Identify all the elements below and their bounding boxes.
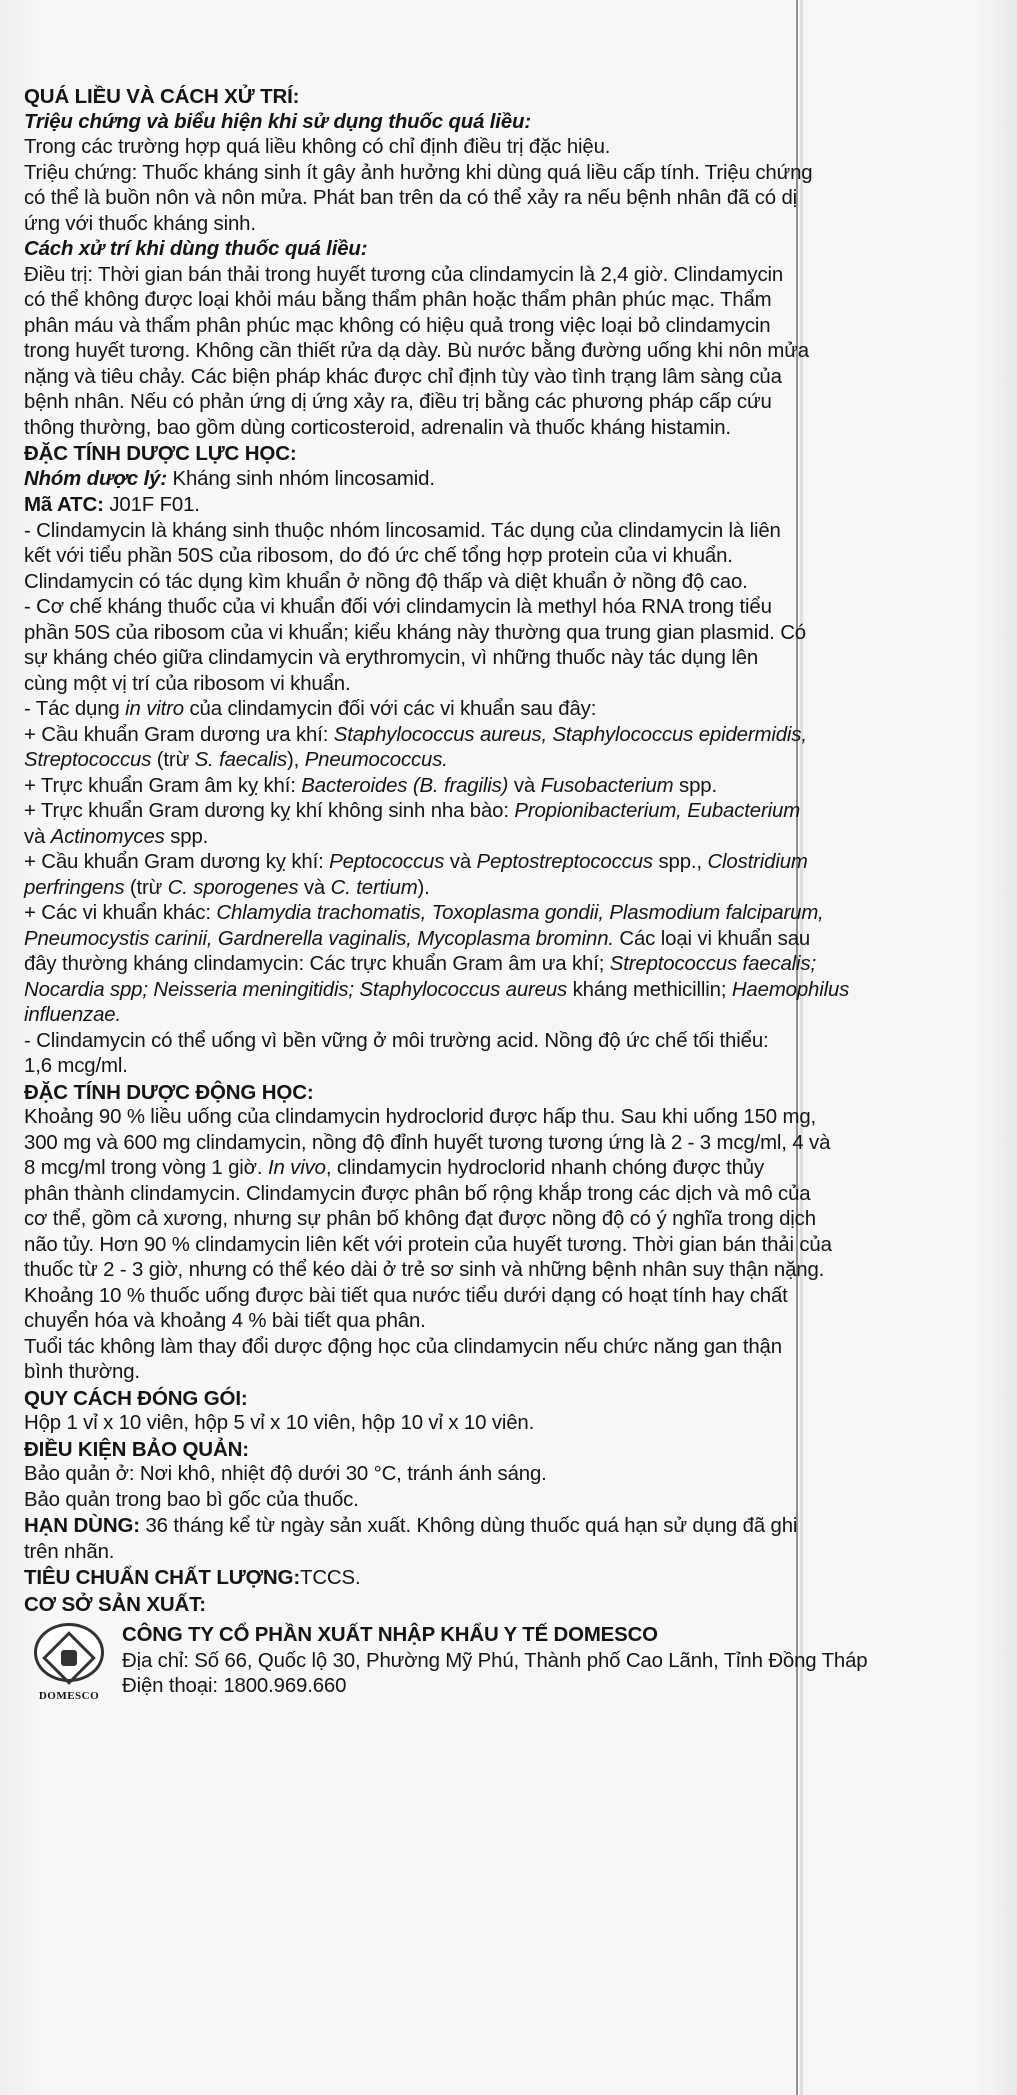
- logo-text: DOMESCO: [38, 1689, 100, 1702]
- pharmacologic-group: [24, 467, 999, 493]
- company-name: CÔNG TY CỔ PHẦN XUẤT NHẬP KHẨU Y TẾ DOMESCO: [122, 1624, 658, 1646]
- text-span: spp.,: [652, 851, 708, 873]
- pd-line: Clindamycin có tác dụng kìm khuẩn ở nồng độ thấp và diệt khuẩn ở nồng độ cao.: [24, 570, 748, 593]
- treatment-line: bệnh nhân. Nếu có phản ứng dị ứng xảy ra, điều trị bằng các phương pháp cấp cứu: [24, 391, 772, 413]
- pd-oral-line: - Clindamycin có thể uống vì bền vững ở môi trường acid. Nồng độ ức chế tối thiểu:: [24, 1029, 769, 1052]
- pharmacokinetics-heading: ĐẶC TÍNH DƯỢC ĐỘNG HỌC:: [24, 1080, 314, 1104]
- aerobic-gram-positive-line: [24, 748, 999, 774]
- symptoms-line: có thể là buồn nôn và nôn mửa. Phát ban trên da có thể xảy ra nếu bệnh nhân đã có dị: [24, 187, 798, 209]
- italic-term: Bacteroides (B. fragilis): [301, 774, 509, 797]
- text-span: spp.: [164, 825, 209, 848]
- aerobic-gram-positive-line: [24, 723, 999, 749]
- standard-value: TCCS.: [300, 1567, 361, 1589]
- pk-line: cơ thể, gồm cả xương, nhưng sự phân bố không đạt được nồng độ có ý nghĩa trong dịch: [24, 1208, 816, 1230]
- leaflet-content: [24, 84, 999, 1709]
- text-span: và: [508, 774, 541, 797]
- pd-line: - Cơ chế kháng thuốc của vi khuẩn đối với clindamycin là methyl hóa RNA trong tiểu: [24, 596, 772, 618]
- treatment-subheading: Cách xử trí khi dùng thuốc quá liều:: [24, 238, 368, 260]
- domesco-logo: [26, 1623, 112, 1709]
- text-span: + Các vi khuẩn khác:: [24, 902, 217, 924]
- text-span: và: [24, 825, 51, 848]
- text-span: và: [444, 851, 477, 873]
- italic-term: Streptococcus: [24, 749, 152, 771]
- packaging-heading: QUY CÁCH ĐÓNG GÓI:: [24, 1386, 248, 1410]
- invitro-line: [24, 697, 999, 723]
- atc-value: J01F F01.: [103, 494, 200, 516]
- group-value: Kháng sinh nhóm lincosamid.: [167, 467, 435, 490]
- pk-line: thuốc từ 2 - 3 giờ, nhưng có thể kéo dài ở trẻ sơ sinh và những bệnh nhân suy thận nặng.: [24, 1259, 825, 1281]
- text-span: - Tác dụng: [24, 698, 126, 720]
- italic-term: Nocardia spp; Neisseria meningitidis; Staphylococcus aureus: [24, 978, 568, 1001]
- anaerobic-gram-positive-cocci-line: [24, 876, 999, 902]
- anaerobic-gram-negative-line: [24, 774, 999, 800]
- pk-line: Khoảng 10 % thuốc uống được bài tiết qua nước tiểu dưới dạng có hoạt tính hay chất: [24, 1284, 788, 1307]
- italic-term: In vivo: [267, 1157, 326, 1179]
- standard-label: TIÊU CHUẨN CHẤT LƯỢNG:: [24, 1566, 301, 1589]
- pk-line: 300 mg và 600 mg clindamycin, nồng độ đỉnh huyết tương tương ứng là 2 - 3 mcg/ml, 4 và: [24, 1131, 831, 1154]
- text-span: 8 mcg/ml trong vòng 1 giờ.: [24, 1157, 268, 1179]
- quality-standard: [24, 1565, 999, 1592]
- expiry-line: [24, 1513, 999, 1540]
- text-span: + Trực khuẩn Gram âm kỵ khí:: [24, 774, 302, 797]
- anaerobic-gram-positive-cocci-line: [24, 850, 999, 876]
- italic-term: Pneumococcus.: [304, 749, 448, 771]
- italic-term: Chlamydia trachomatis, Toxoplasma gondii, Plasmodium falciparum,: [216, 902, 824, 924]
- symptoms-line: ứng với thuốc kháng sinh.: [24, 212, 256, 235]
- manufacturer-block: [24, 1623, 999, 1709]
- overdose-heading: QUÁ LIỀU VÀ CÁCH XỬ TRÍ:: [24, 85, 300, 108]
- treatment-line: thông thường, bao gồm dùng corticosteroid, adrenalin và thuốc kháng histamin.: [24, 416, 731, 439]
- resistant-bacteria-line: [24, 952, 999, 978]
- text-span: ).: [417, 876, 430, 899]
- pk-line: Khoảng 90 % liều uống của clindamycin hydroclorid được hấp thu. Sau khi uống 150 mg,: [24, 1106, 817, 1128]
- atc-code: [24, 492, 999, 519]
- italic-term: Actinomyces: [50, 825, 165, 848]
- italic-term: perfringens: [24, 876, 125, 899]
- symptoms-subheading: Triệu chứng và biểu hiện khi sử dụng thuốc quá liều:: [24, 110, 531, 133]
- text-span: + Trực khuẩn Gram dương kỵ khí không sinh nha bào:: [24, 800, 515, 822]
- storage-line: Bảo quản trong bao bì gốc của thuốc.: [24, 1488, 359, 1511]
- anaerobic-gram-positive-rod-line: [24, 825, 999, 851]
- pd-line: kết với tiểu phần 50S của ribosom, do đó ức chế tổng hợp protein của vi khuẩn.: [24, 545, 733, 567]
- other-bacteria-line: [24, 901, 999, 927]
- atc-label: Mã ATC:: [24, 493, 104, 516]
- pd-line: sự kháng chéo giữa clindamycin và erythromycin, vì những thuốc này tác dụng lên: [24, 647, 759, 669]
- treatment-line: phân máu và thẩm phân phúc mạc không có hiệu quả trong việc loại bỏ clindamycin: [24, 314, 771, 337]
- text-span: kháng methicillin;: [567, 978, 732, 1001]
- italic-term: C. tertium: [330, 876, 418, 899]
- text-span: đây thường kháng clindamycin: Các trực khuẩn Gram âm ưa khí;: [24, 953, 610, 975]
- group-label: Nhóm dược lý:: [24, 467, 167, 490]
- treatment-line: Điều trị: Thời gian bán thải trong huyết tương của clindamycin là 2,4 giờ. Clindamycin: [24, 263, 784, 286]
- italic-term: Clostridium: [707, 851, 808, 873]
- symptoms-line: Triệu chứng: Thuốc kháng sinh ít gây ảnh hưởng khi dùng quá liều cấp tính. Triệu chứng: [24, 161, 813, 184]
- treatment-line: có thể không được loại khỏi máu bằng thẩm phân hoặc thẩm phân phúc mạc. Thẩm: [24, 289, 772, 311]
- text-span: + Cầu khuẩn Gram dương ưa khí:: [24, 723, 334, 746]
- text-span: spp.: [673, 774, 717, 797]
- pk-line: [24, 1156, 999, 1182]
- italic-term: Staphylococcus aureus, Staphylococcus epidermidis,: [333, 723, 807, 746]
- italic-term: Haemophilus: [731, 978, 850, 1001]
- company-details: [122, 1623, 867, 1700]
- text-span: , clindamycin hydroclorid nhanh chóng được thủy: [325, 1157, 765, 1179]
- resistant-bacteria-line: [24, 1003, 999, 1029]
- text-span: (trừ: [151, 749, 195, 771]
- anaerobic-gram-positive-rod-line: [24, 799, 999, 825]
- italic-term: Propionibacterium, Eubacterium: [514, 800, 801, 822]
- expiry-line: trên nhãn.: [24, 1540, 115, 1563]
- italic-term: Peptostreptococcus: [476, 851, 653, 873]
- symptoms-line: Trong các trường hợp quá liều không có chỉ định điều trị đặc hiệu.: [24, 136, 611, 158]
- text-span: Các loại vi khuẩn sau: [613, 927, 811, 950]
- company-phone: Điện thoại: 1800.969.660: [122, 1675, 347, 1697]
- italic-term: Fusobacterium: [540, 774, 674, 797]
- manufacturer-heading: CƠ SỞ SẢN XUẤT:: [24, 1592, 206, 1616]
- italic-term: Streptococcus faecalis;: [609, 953, 817, 975]
- italic-term: Peptococcus: [329, 851, 445, 873]
- italic-term: S. faecalis: [194, 749, 288, 771]
- pd-line: - Clindamycin là kháng sinh thuộc nhóm lincosamid. Tác dụng của clindamycin là liên: [24, 519, 781, 542]
- pd-oral-line: 1,6 mcg/ml.: [24, 1055, 128, 1077]
- pk-line: Tuổi tác không làm thay đổi dược động học của clindamycin nếu chức năng gan thận: [24, 1335, 782, 1358]
- pd-line: phần 50S của ribosom của vi khuẩn; kiểu kháng này thường qua trung gian plasmid. Có: [24, 621, 806, 644]
- pk-line: bình thường.: [24, 1361, 140, 1383]
- italic-term: Pneumocystis carinii, Gardnerella vaginalis, Mycoplasma brominn.: [24, 927, 614, 950]
- pk-line: não tủy. Hơn 90 % clindamycin liên kết với protein của huyết tương. Thời gian bán thải của: [24, 1233, 832, 1256]
- expiry-label: HẠN DÙNG:: [24, 1514, 140, 1537]
- storage-line: Bảo quản ở: Nơi khô, nhiệt độ dưới 30 °C, tránh ánh sáng.: [24, 1463, 547, 1485]
- other-bacteria-line: [24, 927, 999, 953]
- text-span: ),: [287, 749, 305, 771]
- company-address: Địa chỉ: Số 66, Quốc lộ 30, Phường Mỹ Phú, Thành phố Cao Lãnh, Tỉnh Đồng Tháp: [122, 1649, 868, 1672]
- resistant-bacteria-line: [24, 978, 999, 1004]
- packaging-text: Hộp 1 vỉ x 10 viên, hộp 5 vỉ x 10 viên, hộp 10 vỉ x 10 viên.: [24, 1412, 535, 1434]
- domesco-logo-icon: [34, 1623, 104, 1682]
- pk-line: phân thành clindamycin. Clindamycin được phân bố rộng khắp trong các dịch và mô của: [24, 1182, 811, 1205]
- treatment-line: nặng và tiêu chảy. Các biện pháp khác được chỉ định tùy vào tình trạng lâm sàng của: [24, 365, 782, 388]
- treatment-line: trong huyết tương. Không cần thiết rửa dạ dày. Bù nước bằng đường uống khi nôn mửa: [24, 340, 809, 362]
- text-span: của clindamycin đối với các vi khuẩn sau đây:: [183, 698, 597, 720]
- text-span: và: [298, 876, 331, 899]
- italic-term: C. sporogenes: [167, 876, 299, 899]
- storage-heading: ĐIỀU KIỆN BẢO QUẢN:: [24, 1437, 249, 1461]
- logo-core: [61, 1650, 77, 1666]
- text-span: + Cầu khuẩn Gram dương kỵ khí:: [24, 851, 330, 873]
- pd-line: cùng một vị trí của ribosom vi khuẩn.: [24, 672, 351, 695]
- pk-line: chuyển hóa và khoảng 4 % bài tiết qua phân.: [24, 1310, 426, 1332]
- text-span: (trừ: [124, 876, 168, 899]
- expiry-text: 36 tháng kể từ ngày sản xuất. Không dùng thuốc quá hạn sử dụng đã ghi: [139, 1515, 798, 1537]
- italic-term: influenzae.: [24, 1004, 121, 1026]
- pharmacodynamics-heading: ĐẶC TÍNH DƯỢC LỰC HỌC:: [24, 442, 297, 465]
- italic-term: in vitro: [125, 698, 184, 720]
